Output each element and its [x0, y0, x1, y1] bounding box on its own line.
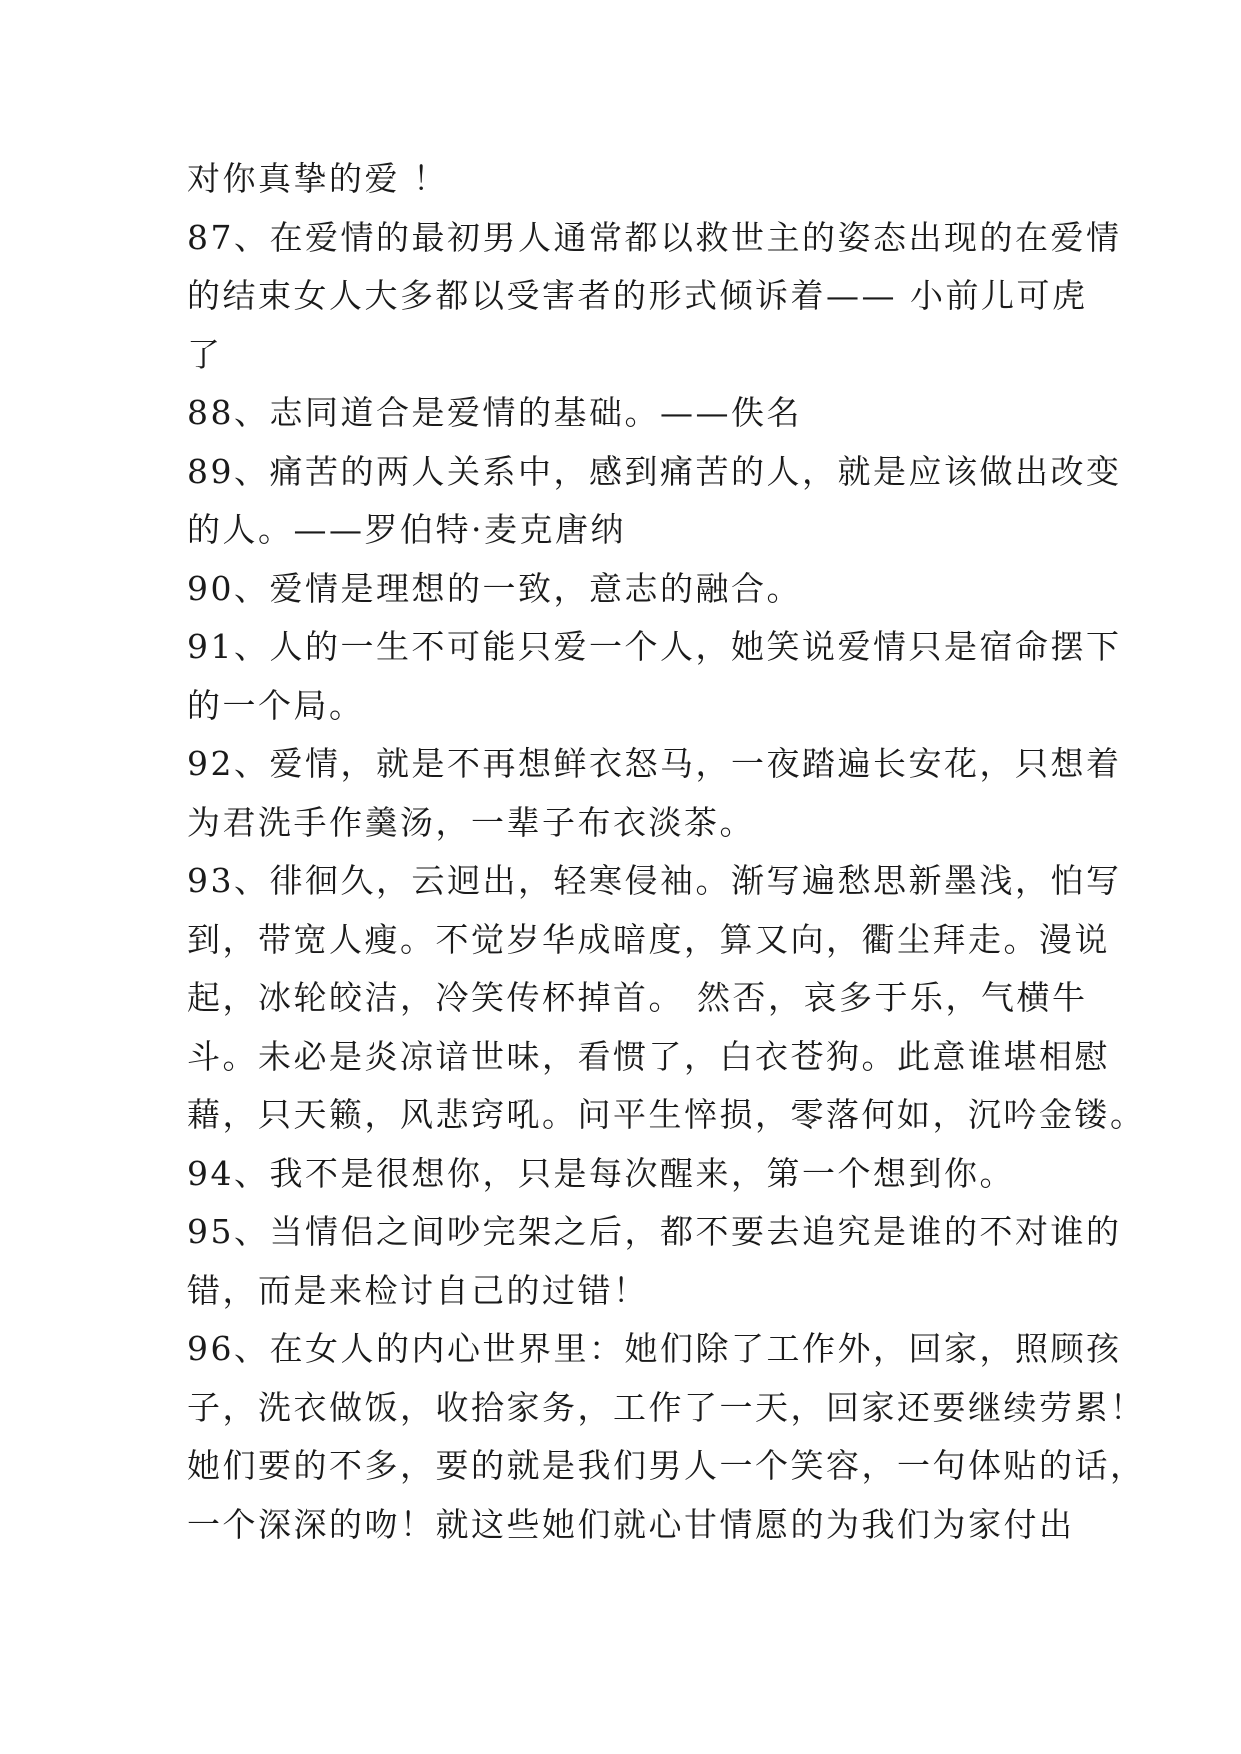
- text-line: 的人。——罗伯特·麦克唐纳: [187, 510, 626, 549]
- text-line: 藉，只天籁，风悲窍吼。问平生悴损，零落何如，沉吟金镂。: [187, 1095, 1146, 1134]
- text-line: 87、在爱情的最初男人通常都以救世主的姿态出现的在爱情: [187, 217, 1122, 257]
- text-line: 89、痛苦的两人关系中，感到痛苦的人，就是应该做出改变: [187, 451, 1122, 491]
- text-line: 96、在女人的内心世界里：她们除了工作外，回家，照顾孩: [187, 1329, 1122, 1368]
- text-line: 起，冰轮皎洁，冷笑传杯掉首。 然否，哀多于乐，气横牛: [187, 978, 1088, 1017]
- text-line: 的一个局。: [187, 685, 365, 725]
- document-body: [187, 150, 1146, 1554]
- text-line: 子，洗衣做饭，收拾家务，工作了一天，回家还要继续劳累！: [187, 1387, 1146, 1427]
- text-line: 的结束女人大多都以受害者的形式倾诉着—— 小前儿可虎: [187, 276, 1088, 315]
- text-line: 88、志同道合是爱情的基础。——佚名: [187, 393, 802, 432]
- text-line: 90、爱情是理想的一致，意志的融合。: [187, 568, 802, 608]
- text-line: 为君洗手作羹汤，一辈子布衣淡茶。: [187, 802, 755, 842]
- text-line: 92、爱情，就是不再想鲜衣怒马，一夜踏遍长安花，只想着: [187, 744, 1122, 783]
- text-line: 93、徘徊久，云迥出，轻寒侵袖。渐写遍愁思新墨浅，怕写: [187, 861, 1122, 900]
- text-line: 到，带宽人瘦。不觉岁华成暗度，算又向，衢尘拜走。漫说: [187, 919, 1110, 959]
- text-line: 91、人的一生不可能只爱一个人，她笑说爱情只是宿命摆下: [187, 627, 1122, 666]
- text-line: 她们要的不多，要的就是我们男人一个笑容，一句体贴的话，: [187, 1446, 1146, 1485]
- text-line: 对你真挚的爱 ！: [187, 159, 449, 198]
- text-line: 一个深深的吻！就这些她们就心甘情愿的为我们为家付出: [187, 1504, 1075, 1544]
- text-line: 斗。未必是炎凉谙世味，看惯了，白衣苍狗。此意谁堪相慰: [187, 1036, 1110, 1076]
- text-line: 94、我不是很想你，只是每次醒来，第一个想到你。: [187, 1153, 1015, 1193]
- text-line: 95、当情侣之间吵完架之后，都不要去追究是谁的不对谁的: [187, 1212, 1122, 1251]
- text-line: 错，而是来检讨自己的过错！: [187, 1270, 649, 1310]
- text-line: 了: [187, 334, 223, 374]
